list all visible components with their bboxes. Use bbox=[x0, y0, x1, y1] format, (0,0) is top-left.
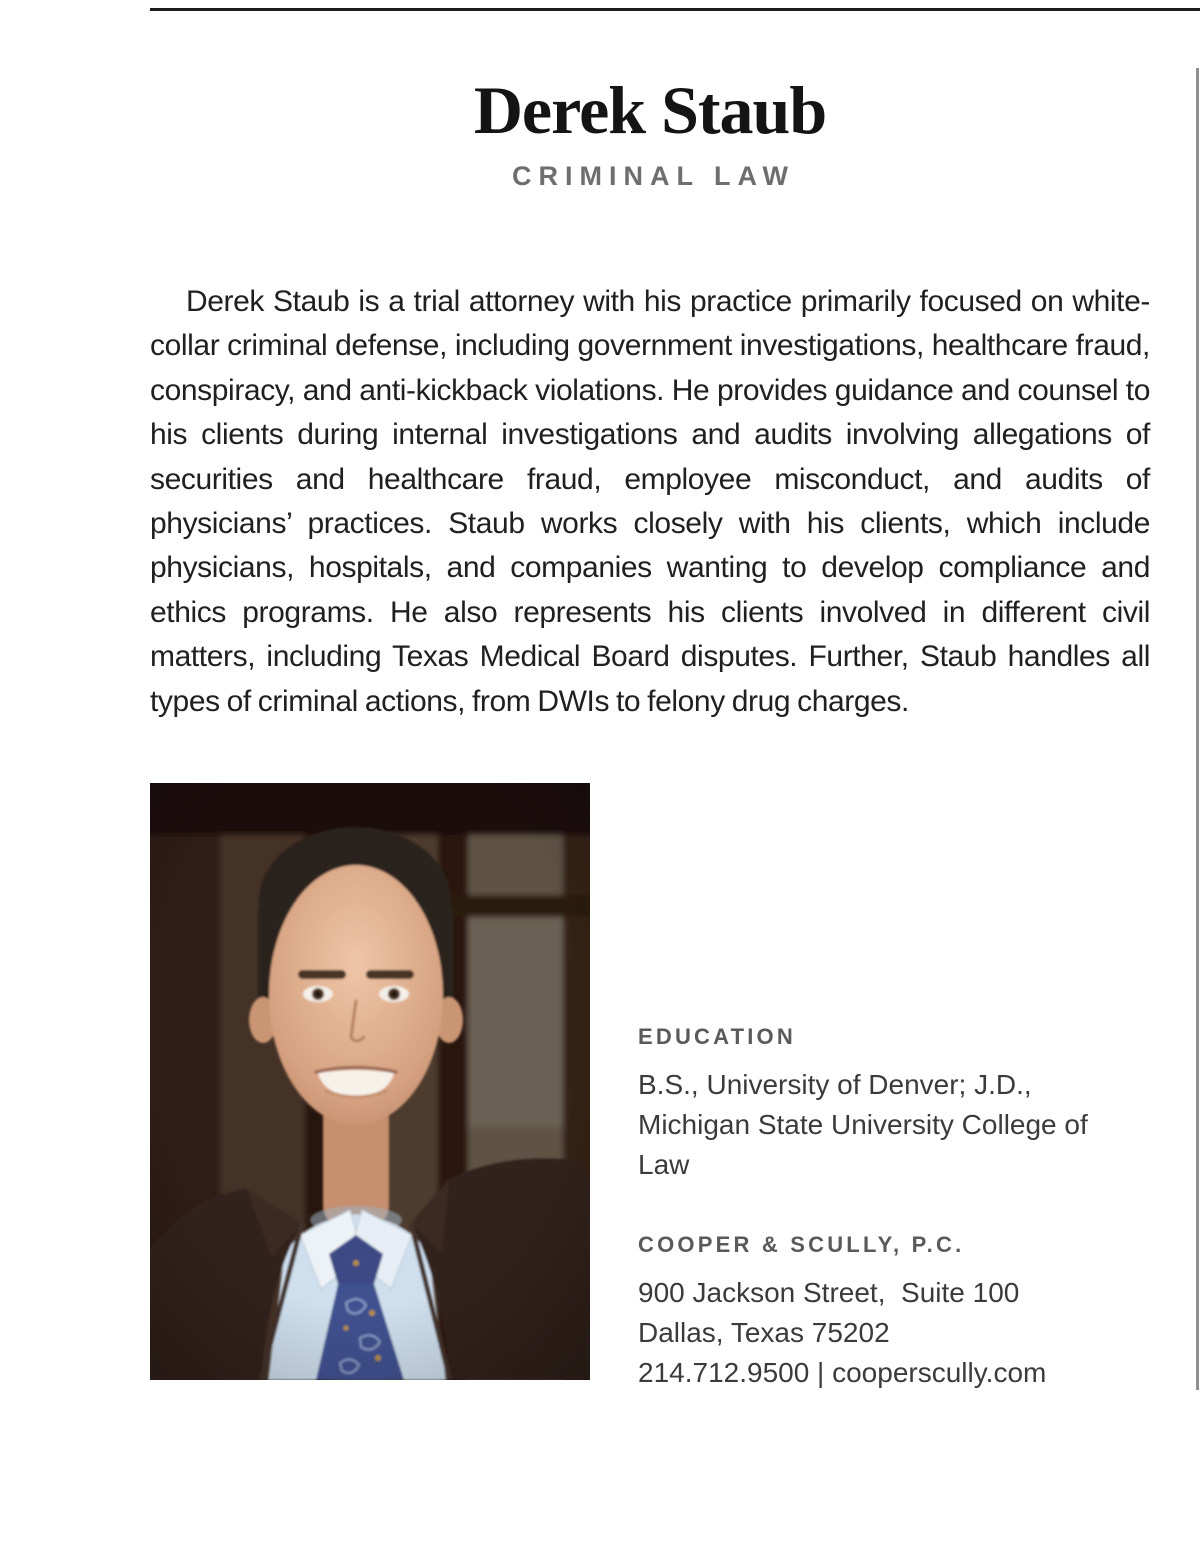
portrait-illustration bbox=[150, 783, 590, 1380]
education-section bbox=[638, 1024, 1118, 1185]
firm-address-line2: Dallas, Texas 75202 bbox=[638, 1317, 890, 1348]
specialty-subtitle: CRIMINAL LAW bbox=[512, 161, 795, 191]
contact-info-column bbox=[638, 1024, 1118, 1393]
firm-name-heading: COOPER & SCULLY, P.C. bbox=[638, 1232, 965, 1257]
right-edge-rule bbox=[1196, 68, 1199, 1390]
attorney-portrait-image bbox=[150, 783, 590, 1380]
firm-address-line1: 900 Jackson Street, Suite 100 bbox=[638, 1277, 1020, 1308]
education-line: Law bbox=[638, 1149, 690, 1180]
bio-paragraph: Derek Staub is a trial attorney with his practice primarily focused on white-collar criminal defense, including government investigations, healthcare fraud, conspiracy, and anti-kickback violations. He provides guidance and counsel to his clients during internal investigations and audits involving allegations of securities and healthcare fraud, employee misconduct, and audits of physicians’ practices. Staub works closely with his clients, which include physicians, hospitals, and companies wanting to develop compliance and ethics programs. He also represents his clients involved in different civil matters, including Texas Medical Board disputes. Further, Staub handles all types of criminal actions, from DWIs to felony drug charges. bbox=[150, 285, 1150, 718]
education-line: Michigan State University College of bbox=[638, 1109, 1088, 1140]
profile-header bbox=[150, 74, 1150, 192]
top-rule bbox=[150, 8, 1200, 11]
education-heading: EDUCATION bbox=[638, 1024, 796, 1049]
firm-section bbox=[638, 1232, 1118, 1393]
page-title: Derek Staub bbox=[473, 72, 827, 148]
education-line: B.S., University of Denver; J.D., bbox=[638, 1069, 1032, 1100]
firm-contact-line: 214.712.9500 | cooperscully.com bbox=[638, 1357, 1047, 1388]
